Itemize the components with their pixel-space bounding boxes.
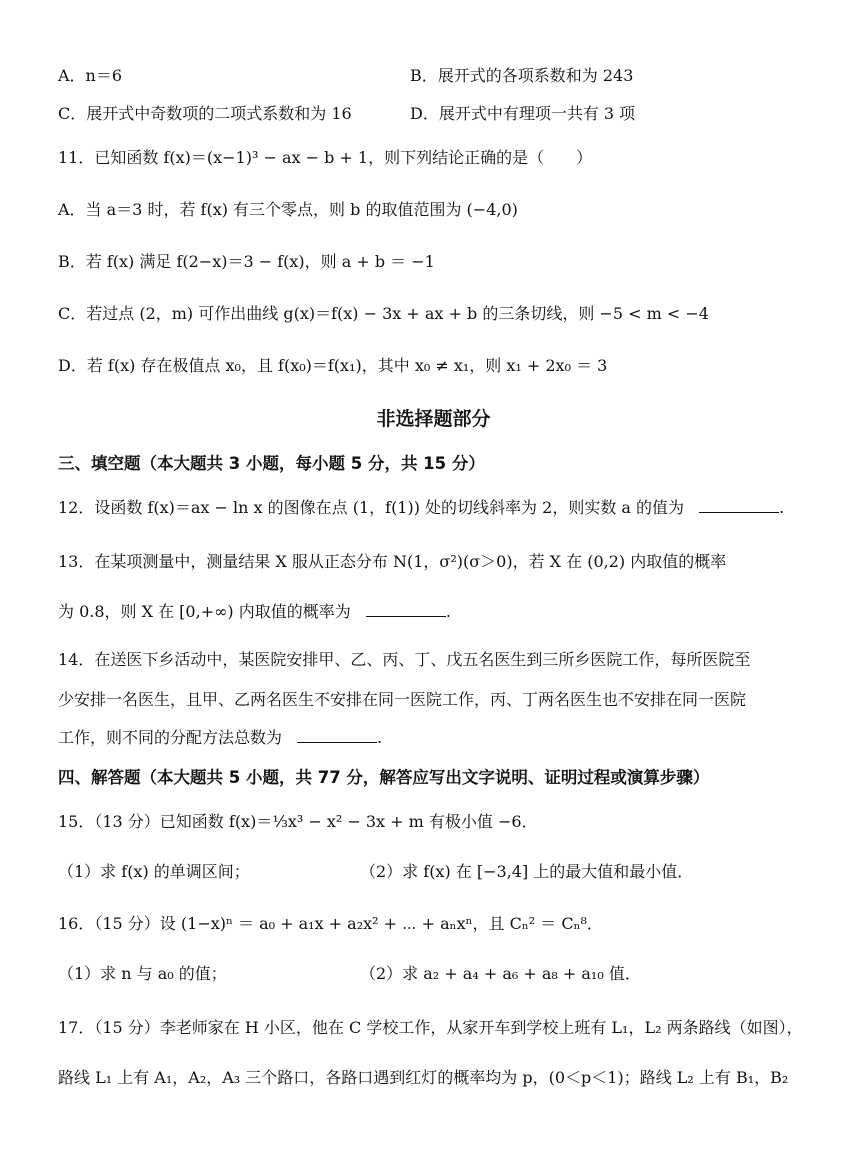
q17-line-2: 路线 L₁ 上有 A₁，A₂，A₃ 三个路口，各路口遇到红灯的概率均为 p，(0＜p＜1)；路线 L₂ 上有 B₁，B₂	[58, 1068, 789, 1087]
section-3-heading: 三、填空题（本大题共 3 小题，每小题 5 分，共 15 分）	[58, 454, 485, 473]
q11-option-b: B．若 f(x) 满足 f(2−x)＝3 − f(x)，则 a + b ＝ −1	[58, 252, 435, 271]
q14-line-1: 14．在送医下乡活动中，某医院安排甲、乙、丙、丁、戊五名医生到三所乡医院工作，每所医院至	[58, 650, 751, 669]
q12	[58, 496, 784, 520]
q10-option-b: B．展开式的各项系数和为 243	[410, 66, 634, 85]
q17-line-1: 17．（15 分）李老师家在 H 小区，他在 C 学校工作，从家开车到学校上班有 L₁，L₂ 两条路线（如图），	[58, 1018, 803, 1037]
q11-option-d: D．若 f(x) 存在极值点 x₀，且 f(x₀)＝f(x₁)，其中 x₀ ≠ x₁，则 x₁ + 2x₀ ＝ 3	[58, 356, 608, 375]
q16-part-2: （2）求 a₂ + a₄ + a₆ + a₈ + a₁₀ 值．	[360, 964, 641, 983]
q16-stem: 16．（15 分）设 (1−x)ⁿ ＝ a₀ + a₁x + a₂x² + ⋯ + aₙxⁿ，且 Cₙ² ＝ Cₙ⁸．	[58, 914, 603, 933]
q14-line-2: 少安排一名医生，且甲、乙两名医生不安排在同一医院工作，丙、丁两名医生也不安排在同一医院	[58, 690, 747, 709]
q14-end: .	[377, 728, 383, 747]
q12-end: .	[779, 498, 785, 517]
q11-option-c: C．若过点 (2，m) 可作出曲线 g(x)＝f(x) − 3x + ax + b 的三条切线，则 −5 < m < −4	[58, 304, 709, 323]
q13-line-2	[58, 600, 451, 624]
q13-line-1: 13．在某项测量中，测量结果 X 服从正态分布 N(1，σ²)(σ＞0)，若 X 在 (0,2) 内取值的概率	[58, 552, 727, 571]
q15-stem: 15．（13 分）已知函数 f(x)＝⅓x³ − x² − 3x + m 有极小值 −6．	[58, 812, 538, 831]
answer-blank	[297, 728, 377, 743]
q10-option-c: C．展开式中奇数项的二项式系数和为 16	[58, 104, 352, 123]
q13-text: 为 0.8，则 X 在 [0,+∞) 内取值的概率为	[58, 602, 351, 621]
q14-line-3	[58, 726, 382, 750]
q11-option-a: A．当 a＝3 时，若 f(x) 有三个零点，则 b 的取值范围为 (−4,0)	[58, 200, 518, 219]
part-title: 非选择题部分	[376, 408, 491, 430]
q14-text: 工作，则不同的分配方法总数为	[58, 728, 283, 747]
q13-end: .	[445, 602, 451, 621]
q12-text: 12．设函数 f(x)＝ax − ln x 的图像在点 (1，f(1)) 处的切线斜率为 2，则实数 a 的值为	[58, 498, 685, 517]
section-4-heading: 四、解答题（本大题共 5 小题，共 77 分，解答应写出文字说明、证明过程或演算步骤）	[58, 768, 710, 787]
q11-stem: 11．已知函数 f(x)＝(x−1)³ − ax − b + 1，则下列结论正确的是（ ）	[58, 148, 593, 167]
q15-part-2: （2）求 f(x) 在 [−3,4] 上的最大值和最小值．	[360, 862, 694, 881]
q10-option-d: D．展开式中有理项一共有 3 项	[410, 104, 636, 123]
q15-part-1: （1）求 f(x) 的单调区间；	[58, 862, 250, 881]
q10-option-a: A．n＝6	[58, 66, 123, 85]
q16-part-1: （1）求 n 与 a₀ 的值；	[58, 964, 227, 983]
answer-blank	[699, 498, 779, 513]
answer-blank	[366, 602, 446, 617]
